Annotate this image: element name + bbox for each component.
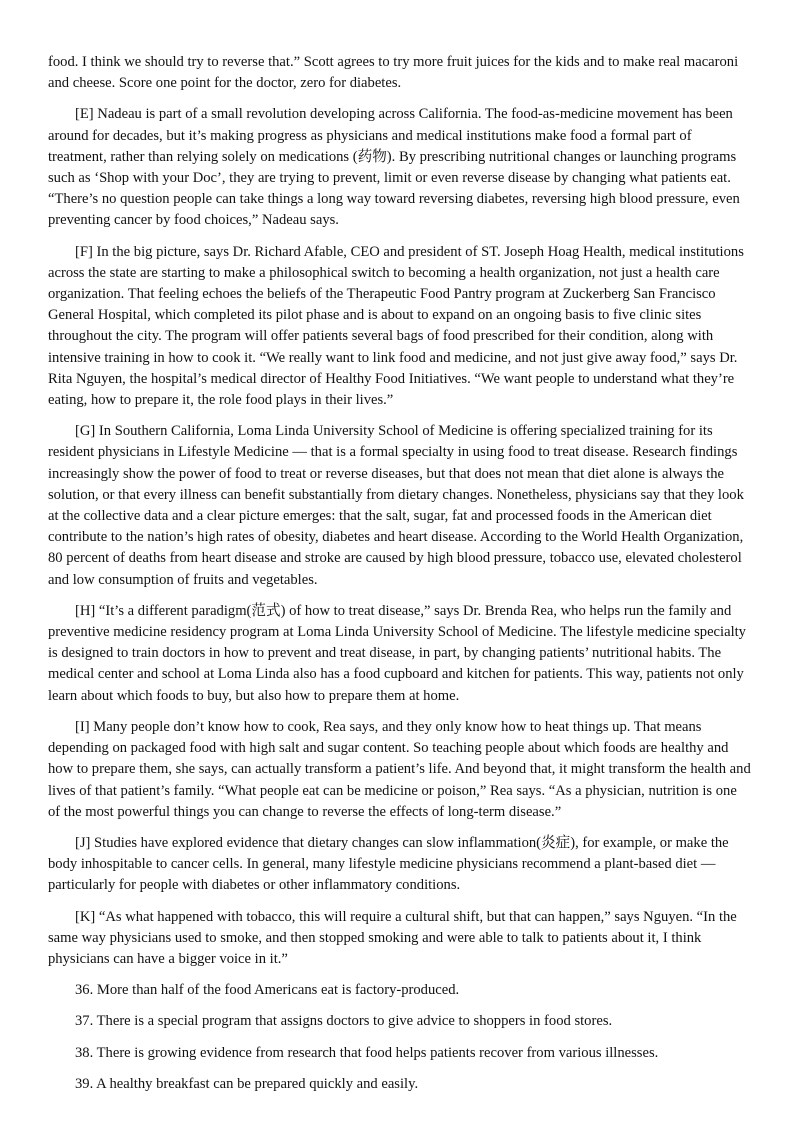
document-content [48, 52, 752, 1105]
paragraph-h: [H] “It’s a different paradigm(范式) of how to treat disease,” says Dr. Brenda Rea, who helps run the family and preventive medicine residency program at Loma Linda University School of Medicine. The lifestyle medicine specialty is designed to train doctors in how to prevent and treat disease, in part, by changing patients’ nutritional habits. The medical center and school at Loma Linda also has a food cupboard and kitchen for patients. This way, patients not only learn about which foods to buy, but also how to prepare them at home. [48, 602, 746, 704]
question-39: 39. A healthy breakfast can be prepared quickly and easily. [75, 1075, 419, 1092]
paragraph-g: [G] In Southern California, Loma Linda University School of Medicine is offering specialized training for its resident physicians in Lifestyle Medicine — that is a formal specialty in using food to treat disease. Research findings increasingly show the power of food to treat or reverse diseases, but that does not mean that diet alone is always the solution, or that every illness can benefit substantially from dietary changes. Nonetheless, physicians say that they look at the collective data and a clear picture emerges: that the salt, sugar, fat and processed foods in the American diet contribute to the nation’s high rates of obesity, diabetes and heart disease. According to the World Health Organization, 80 percent of deaths from heart disease and stroke are caused by high blood pressure, tobacco use, elevated cholesterol and low consumption of fruits and vegetables. [48, 423, 744, 588]
question-37: 37. There is a special program that assigns doctors to give advice to shoppers in food stores. [75, 1013, 613, 1030]
intro-paragraph: food. I think we should try to reverse that.” Scott agrees to try more fruit juices for the kids and to make real macaroni and cheese. Score one point for the doctor, zero for diabetes. [48, 54, 739, 92]
question-38: 38. There is growing evidence from research that food helps patients recover from various illnesses. [75, 1044, 659, 1061]
question-36: 36. More than half of the food Americans eat is factory-produced. [75, 982, 460, 999]
paragraph-k: [K] “As what happened with tobacco, this will require a cultural shift, but that can happen,” says Nguyen. “In the same way physicians used to smoke, and then stopped smoking and were able to talk to patients about it, I think physicians can have a bigger voice in it.” [48, 908, 737, 967]
paragraph-i: [I] Many people don’t know how to cook, Rea says, and they only know how to heat things up. That means depending on packaged food with high salt and sugar content. So teaching people about which foods are healthy and how to prepare them, she says, can actually transform a patient’s life. And beyond that, it might transform the health and lives of that patient’s family. “What people eat can be medicine or poison,” Rea says. “As a physician, nutrition is one of the most powerful things you can change to reverse the effects of long-term disease.” [48, 718, 751, 820]
paragraph-f: [F] In the big picture, says Dr. Richard Afable, CEO and president of ST. Joseph Hoag Health, medical institutions across the state are starting to make a philosophical switch to becoming a health organization, not just a health care organization. That feeling echoes the beliefs of the Therapeutic Food Pantry program at Zuckerberg San Francisco General Hospital, which completed its pilot phase and is about to expand on an ongoing basis to five clinic sites throughout the city. The program will offer patients several bags of food prescribed for their condition, along with intensive training in how to cook it. “We really want to link food and medicine, and not just give away food,” says Dr. Rita Nguyen, the hospital’s medical director of Healthy Food Initiatives. “We want people to understand what they’re eating, how to prepare it, the role food plays in their lives.” [48, 243, 744, 409]
paragraph-e: [E] Nadeau is part of a small revolution developing across California. The food-as-medicine movement has been around for decades, but it’s making progress as physicians and medical institutions make food a formal part of treatment, rather than relying solely on medications (药物). By prescribing nutritional changes or launching programs such as ‘Shop with your Doc’, they are trying to prevent, limit or even reverse disease by changing what patients eat. “There’s no question people can take things a long way toward reversing diabetes, reversing high blood pressure, even preventing cancer by food choices,” Nadeau says. [48, 106, 740, 229]
paragraph-j: [J] Studies have explored evidence that dietary changes can slow inflammation(炎症), for example, or make the body inhospitable to cancer cells. In general, many lifestyle medicine physicians recommend a plant-based diet — particularly for people with diabetes or other inflammatory conditions. [48, 834, 729, 894]
